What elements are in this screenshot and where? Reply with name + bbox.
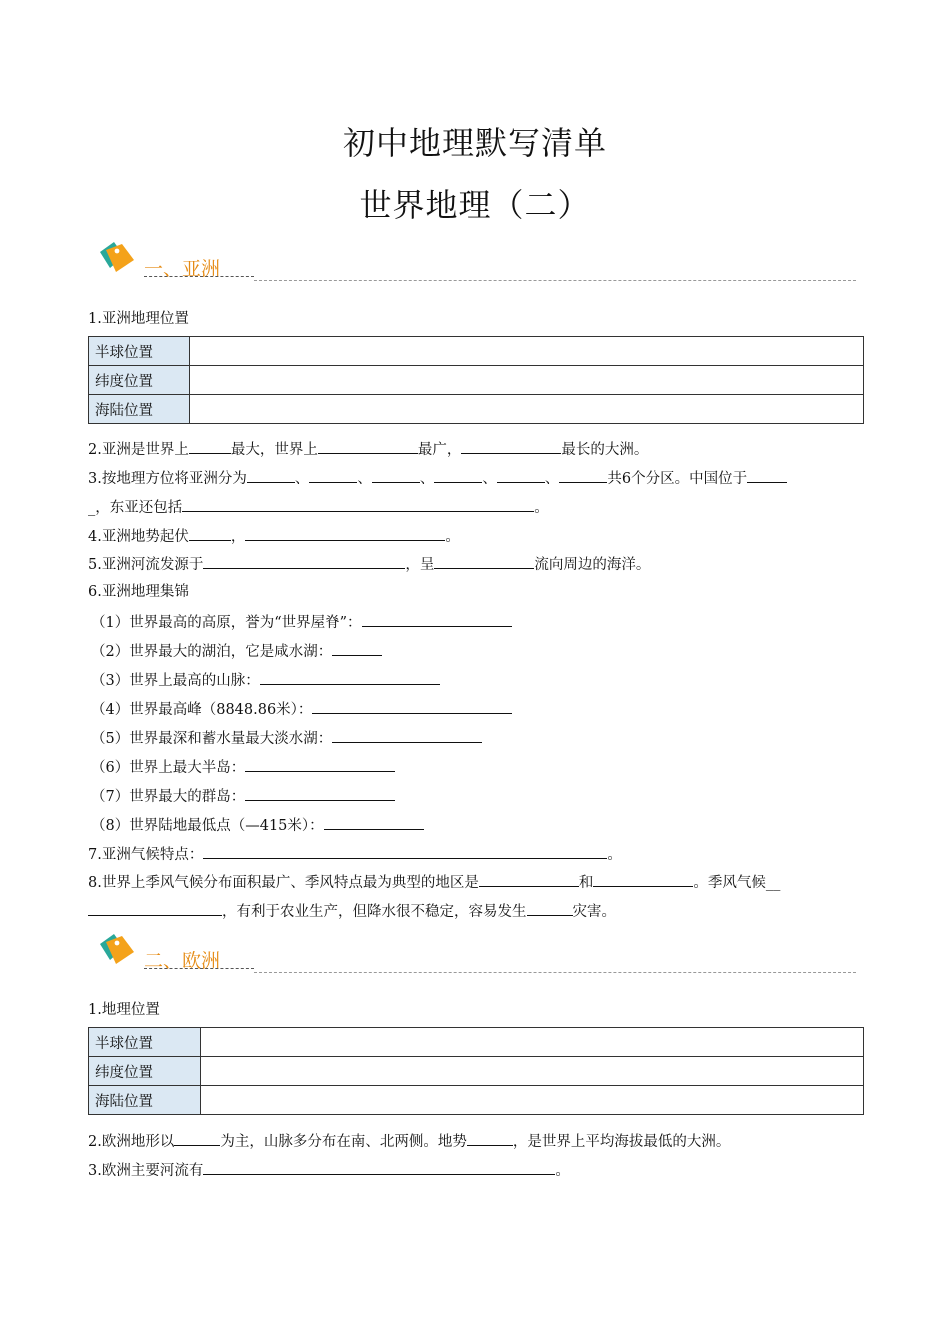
answer-blank[interactable] — [247, 467, 295, 483]
list-item — [91, 785, 871, 807]
section-title-underline — [144, 968, 254, 969]
question-text: 7.亚洲气候特点： — [88, 847, 204, 863]
question-7 — [88, 843, 868, 865]
table-label: 纬度位置 — [89, 366, 190, 395]
price-tag-icon — [92, 238, 138, 280]
list-item — [91, 669, 871, 691]
item-text: （2）世界最大的湖泊，它是咸水湖： — [91, 644, 333, 660]
separator: 、 — [482, 471, 497, 487]
question-text: 5.亚洲河流发源于 — [88, 557, 204, 573]
punctuation: 。 — [445, 529, 460, 545]
question-text: 8.世界上季风气候分布面积最广、季风特点最为典型的地区是 — [88, 875, 479, 891]
question-text: ，有利于农业生产，但降水很不稳定，容易发生 — [222, 904, 527, 920]
answer-blank[interactable] — [467, 1130, 513, 1146]
answer-blank[interactable] — [479, 871, 579, 887]
list-item — [91, 814, 871, 836]
question-text: 3.按地理方位将亚洲分为 — [88, 471, 247, 487]
answer-blank[interactable] — [203, 843, 607, 859]
list-item — [91, 756, 871, 778]
question-3 — [88, 1159, 868, 1181]
answer-blank[interactable] — [203, 1159, 555, 1175]
answer-blank[interactable] — [189, 525, 231, 541]
page-subtitle: 世界地理（二） — [359, 186, 591, 224]
answer-blank[interactable] — [324, 814, 424, 830]
item-text: （6）世界上最大半岛： — [91, 760, 246, 776]
table-label: 半球位置 — [89, 337, 190, 366]
question-4 — [88, 525, 868, 547]
question-3 — [88, 467, 868, 489]
answer-blank[interactable] — [434, 553, 534, 569]
question-5 — [88, 553, 868, 575]
answer-blank[interactable] — [245, 785, 395, 801]
question-text: 共6个分区。中国位于 — [607, 471, 748, 487]
question-text: 为主，山脉多分布在南、北两侧。地势 — [220, 1134, 467, 1150]
answer-blank[interactable] — [312, 698, 512, 714]
list-item — [91, 698, 871, 720]
answer-blank[interactable] — [332, 640, 382, 656]
punctuation: ， — [230, 529, 246, 545]
answer-blank[interactable] — [309, 467, 357, 483]
table-label: 海陆位置 — [89, 1086, 201, 1115]
table-label: 纬度位置 — [89, 1057, 201, 1086]
item-text: （1）世界最高的高原，誉为“世界屋脊”： — [91, 615, 362, 631]
position-table — [88, 1027, 864, 1115]
answer-blank[interactable] — [559, 467, 607, 483]
question-text: 4.亚洲地势起伏 — [88, 529, 189, 545]
question-1: 1.亚洲地理位置 — [88, 311, 189, 327]
question-text: 最大，世界上 — [230, 442, 318, 458]
question-6: 6.亚洲地理集锦 — [88, 584, 189, 600]
section-divider — [254, 972, 856, 973]
answer-blank[interactable] — [88, 900, 222, 916]
section-divider — [254, 280, 856, 281]
question-text: 最长的大洲。 — [561, 442, 649, 458]
question-text: ，呈 — [405, 557, 435, 573]
item-text: （5）世界最深和蓄水量最大淡水湖： — [91, 731, 333, 747]
question-text: 3.欧洲主要河流有 — [88, 1163, 204, 1179]
answer-cell[interactable] — [190, 366, 864, 395]
question-text: 。季风气候__ — [693, 875, 781, 891]
question-2 — [88, 1130, 868, 1152]
section-title-underline — [144, 276, 254, 277]
punctuation: 。 — [534, 500, 549, 516]
section-title: 一、亚洲 — [144, 258, 221, 280]
item-text: （8）世界陆地最低点（—415米）： — [91, 818, 324, 834]
answer-cell[interactable] — [201, 1028, 864, 1057]
separator: 、 — [294, 471, 310, 487]
question-1: 1.地理位置 — [88, 1002, 160, 1018]
question-3-cont — [88, 496, 868, 518]
question-text: _，东亚还包括 — [88, 500, 183, 516]
price-tag-icon — [92, 930, 138, 972]
answer-blank[interactable] — [362, 611, 512, 627]
answer-blank[interactable] — [182, 496, 534, 512]
position-table — [88, 336, 864, 424]
answer-blank[interactable] — [203, 553, 405, 569]
answer-blank[interactable] — [527, 900, 573, 916]
question-8 — [88, 871, 868, 893]
punctuation: 。 — [555, 1163, 570, 1179]
answer-cell[interactable] — [201, 1057, 864, 1086]
question-text: 2.欧洲地形以 — [88, 1134, 175, 1150]
question-8-cont — [88, 900, 868, 922]
answer-blank[interactable] — [747, 467, 787, 483]
answer-blank[interactable] — [245, 525, 445, 541]
section-title: 二、欧洲 — [144, 950, 221, 972]
list-item — [91, 611, 871, 633]
answer-blank[interactable] — [434, 467, 482, 483]
section-header-europe — [88, 930, 858, 978]
item-text: （4）世界最高峰（8848.86米）： — [91, 702, 313, 718]
section-header-asia — [88, 238, 858, 286]
answer-blank[interactable] — [174, 1130, 220, 1146]
question-text: 最广， — [417, 442, 462, 458]
question-text: ，是世界上平均海拔最低的大洲。 — [512, 1134, 731, 1150]
table-label: 海陆位置 — [89, 395, 190, 424]
answer-blank[interactable] — [372, 467, 420, 483]
answer-cell[interactable] — [190, 395, 864, 424]
separator: 、 — [357, 471, 372, 487]
answer-blank[interactable] — [593, 871, 693, 887]
question-text: 灾害。 — [572, 904, 616, 920]
item-text: （3）世界上最高的山脉： — [91, 673, 260, 689]
answer-blank[interactable] — [189, 438, 231, 454]
answer-blank[interactable] — [332, 727, 482, 743]
list-item — [91, 640, 871, 662]
separator: 、 — [544, 471, 560, 487]
punctuation: 。 — [607, 847, 622, 863]
question-text: 流向周边的海洋。 — [534, 557, 651, 573]
page-title: 初中地理默写清单 — [342, 124, 607, 162]
answer-blank[interactable] — [497, 467, 545, 483]
item-text: （7）世界最大的群岛： — [91, 789, 246, 805]
question-text: 和 — [578, 875, 594, 891]
separator: 、 — [419, 471, 435, 487]
list-item — [91, 727, 871, 749]
answer-cell[interactable] — [190, 337, 864, 366]
answer-cell[interactable] — [201, 1086, 864, 1115]
table-label: 半球位置 — [89, 1028, 201, 1057]
answer-blank[interactable] — [245, 756, 395, 772]
answer-blank[interactable] — [318, 438, 418, 454]
answer-blank[interactable] — [260, 669, 440, 685]
question-2 — [88, 438, 868, 460]
answer-blank[interactable] — [461, 438, 561, 454]
question-text: 2.亚洲是世界上 — [88, 442, 189, 458]
